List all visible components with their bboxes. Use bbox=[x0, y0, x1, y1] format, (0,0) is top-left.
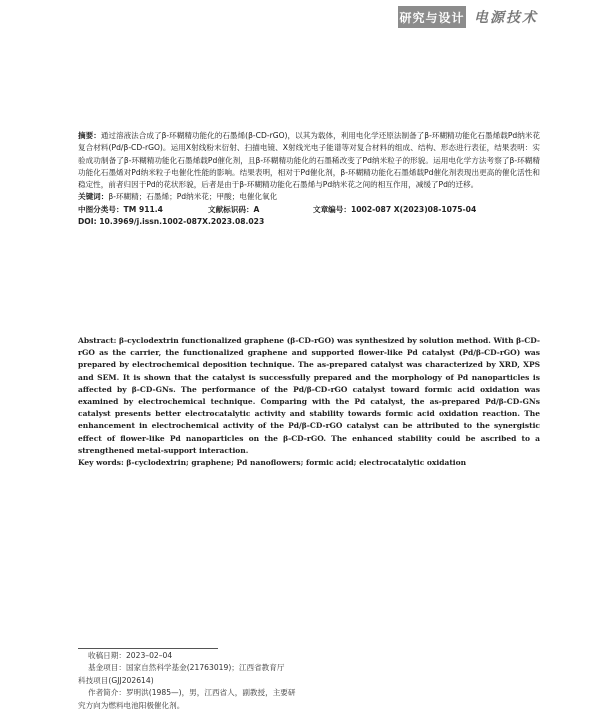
document-code: 文献标识码：A bbox=[208, 204, 260, 214]
footnote-divider bbox=[78, 648, 218, 649]
cn-abstract-label: 摘要： bbox=[78, 131, 101, 140]
en-abstract-text: β-cyclodextrin functionalized graphene (β-CD-rGO) was synthesized by solution method. With β-CD-rGO as the carrier, the functionalized graphene and supported flower-like Pd catalyst (Pd/β-CD-rGO) was prepared by electrochemical deposition technique. The as-prepared catalyst was characterized by XRD, XPS and SEM. It is shown that the catalyst is successfully prepared and the morphology of Pd nanoparticles is affected by β-CD-GNs. The performance of the Pd/β-CD-rGO catalyst toward formic acid oxidation was examined by electrochemical technique. Comparing with the Pd catalyst, the as-prepared Pd/β-CD-GNs catalyst presents better electrocatalytic activity and stability towards formic acid oxidation reaction. The enhancement in electrochemical activity of the Pd/β-CD-rGO catalyst can be attributed to the synergistic effect of flower-like Pd nanoparticles on the β-CD-rGO. The enhanced stability could be ascribed to a strengthened metal-support interaction. bbox=[78, 336, 540, 455]
en-keywords-text: β-cyclodextrin; graphene; Pd nanoflowers; formic acid; electrocatalytic oxidation bbox=[126, 458, 467, 468]
cn-abstract bbox=[78, 130, 540, 191]
received-date: 收稿日期：2023–02–04 bbox=[88, 651, 173, 660]
cn-abstract-text: 通过溶液法合成了β-环糊精功能化的石墨烯(β-CD-rGO)，以其为载体，利用电化学还原法制备了β-环糊精功能化石墨烯载Pd纳米花复合材料(Pd/β-CD-rGO)。运用X射线粉末衍射、扫描电镜、X射线光电子能谱等对复合材料的组成、结构、形态进行表征，结果表明：实验成功制备了β-环糊精功能化石墨烯载Pd催化剂，且β-环糊精功能化的石墨稀改变了Pd纳米粒子的形貌。运用电化学方法考察了β-环糊精功能化石墨烯对Pd纳米粒子电催化性能的影响。结果表明，相对于Pd催化剂，β-环糊精功能化石墨烯载Pd催化剂表现出更高的催化活性和稳定性，前者归因于Pd的花状形貌，后者是由于β-环糊精功能化石墨烯与Pd纳米花之间的相互作用，减缓了Pd的迁移。 bbox=[78, 131, 541, 190]
cn-keywords-text: β-环糊精；石墨烯；Pd纳米花；甲酸；电催化氧化 bbox=[108, 192, 278, 202]
author-line-2: 究方向为燃料电池阳极催化剂。 bbox=[78, 700, 185, 710]
en-abstract bbox=[78, 335, 540, 457]
section-label: 研究与设计 bbox=[398, 6, 466, 28]
fund-line-1: 基金项目：国家自然科学基金(21763019)；江西省教育厅 bbox=[88, 663, 285, 673]
en-keywords bbox=[78, 457, 540, 469]
chinese-abstract-block bbox=[78, 130, 540, 228]
footnote-block bbox=[78, 650, 328, 712]
english-abstract-block bbox=[78, 335, 540, 469]
en-abstract-label: Abstract: bbox=[78, 336, 117, 345]
en-keywords-label: Key words: bbox=[78, 458, 124, 468]
cn-classification-row bbox=[78, 204, 540, 216]
cn-keywords bbox=[78, 191, 540, 203]
fund-line-2: 科技项目(GJJ202614) bbox=[78, 675, 154, 685]
author-line-1: 作者简介：罗明洪(1985—)，男，江西省人，副教授，主要研 bbox=[88, 688, 296, 698]
cn-keywords-label: 关键词： bbox=[78, 192, 109, 202]
clc-number: 中图分类号：TM 911.4 bbox=[78, 204, 163, 214]
journal-brand: 电源技术 bbox=[474, 10, 538, 26]
article-number: 文章编号：1002-087 X(2023)08-1075-04 bbox=[313, 204, 477, 214]
doi: DOI: 10.3969/j.issn.1002-087X.2023.08.023 bbox=[78, 217, 265, 227]
